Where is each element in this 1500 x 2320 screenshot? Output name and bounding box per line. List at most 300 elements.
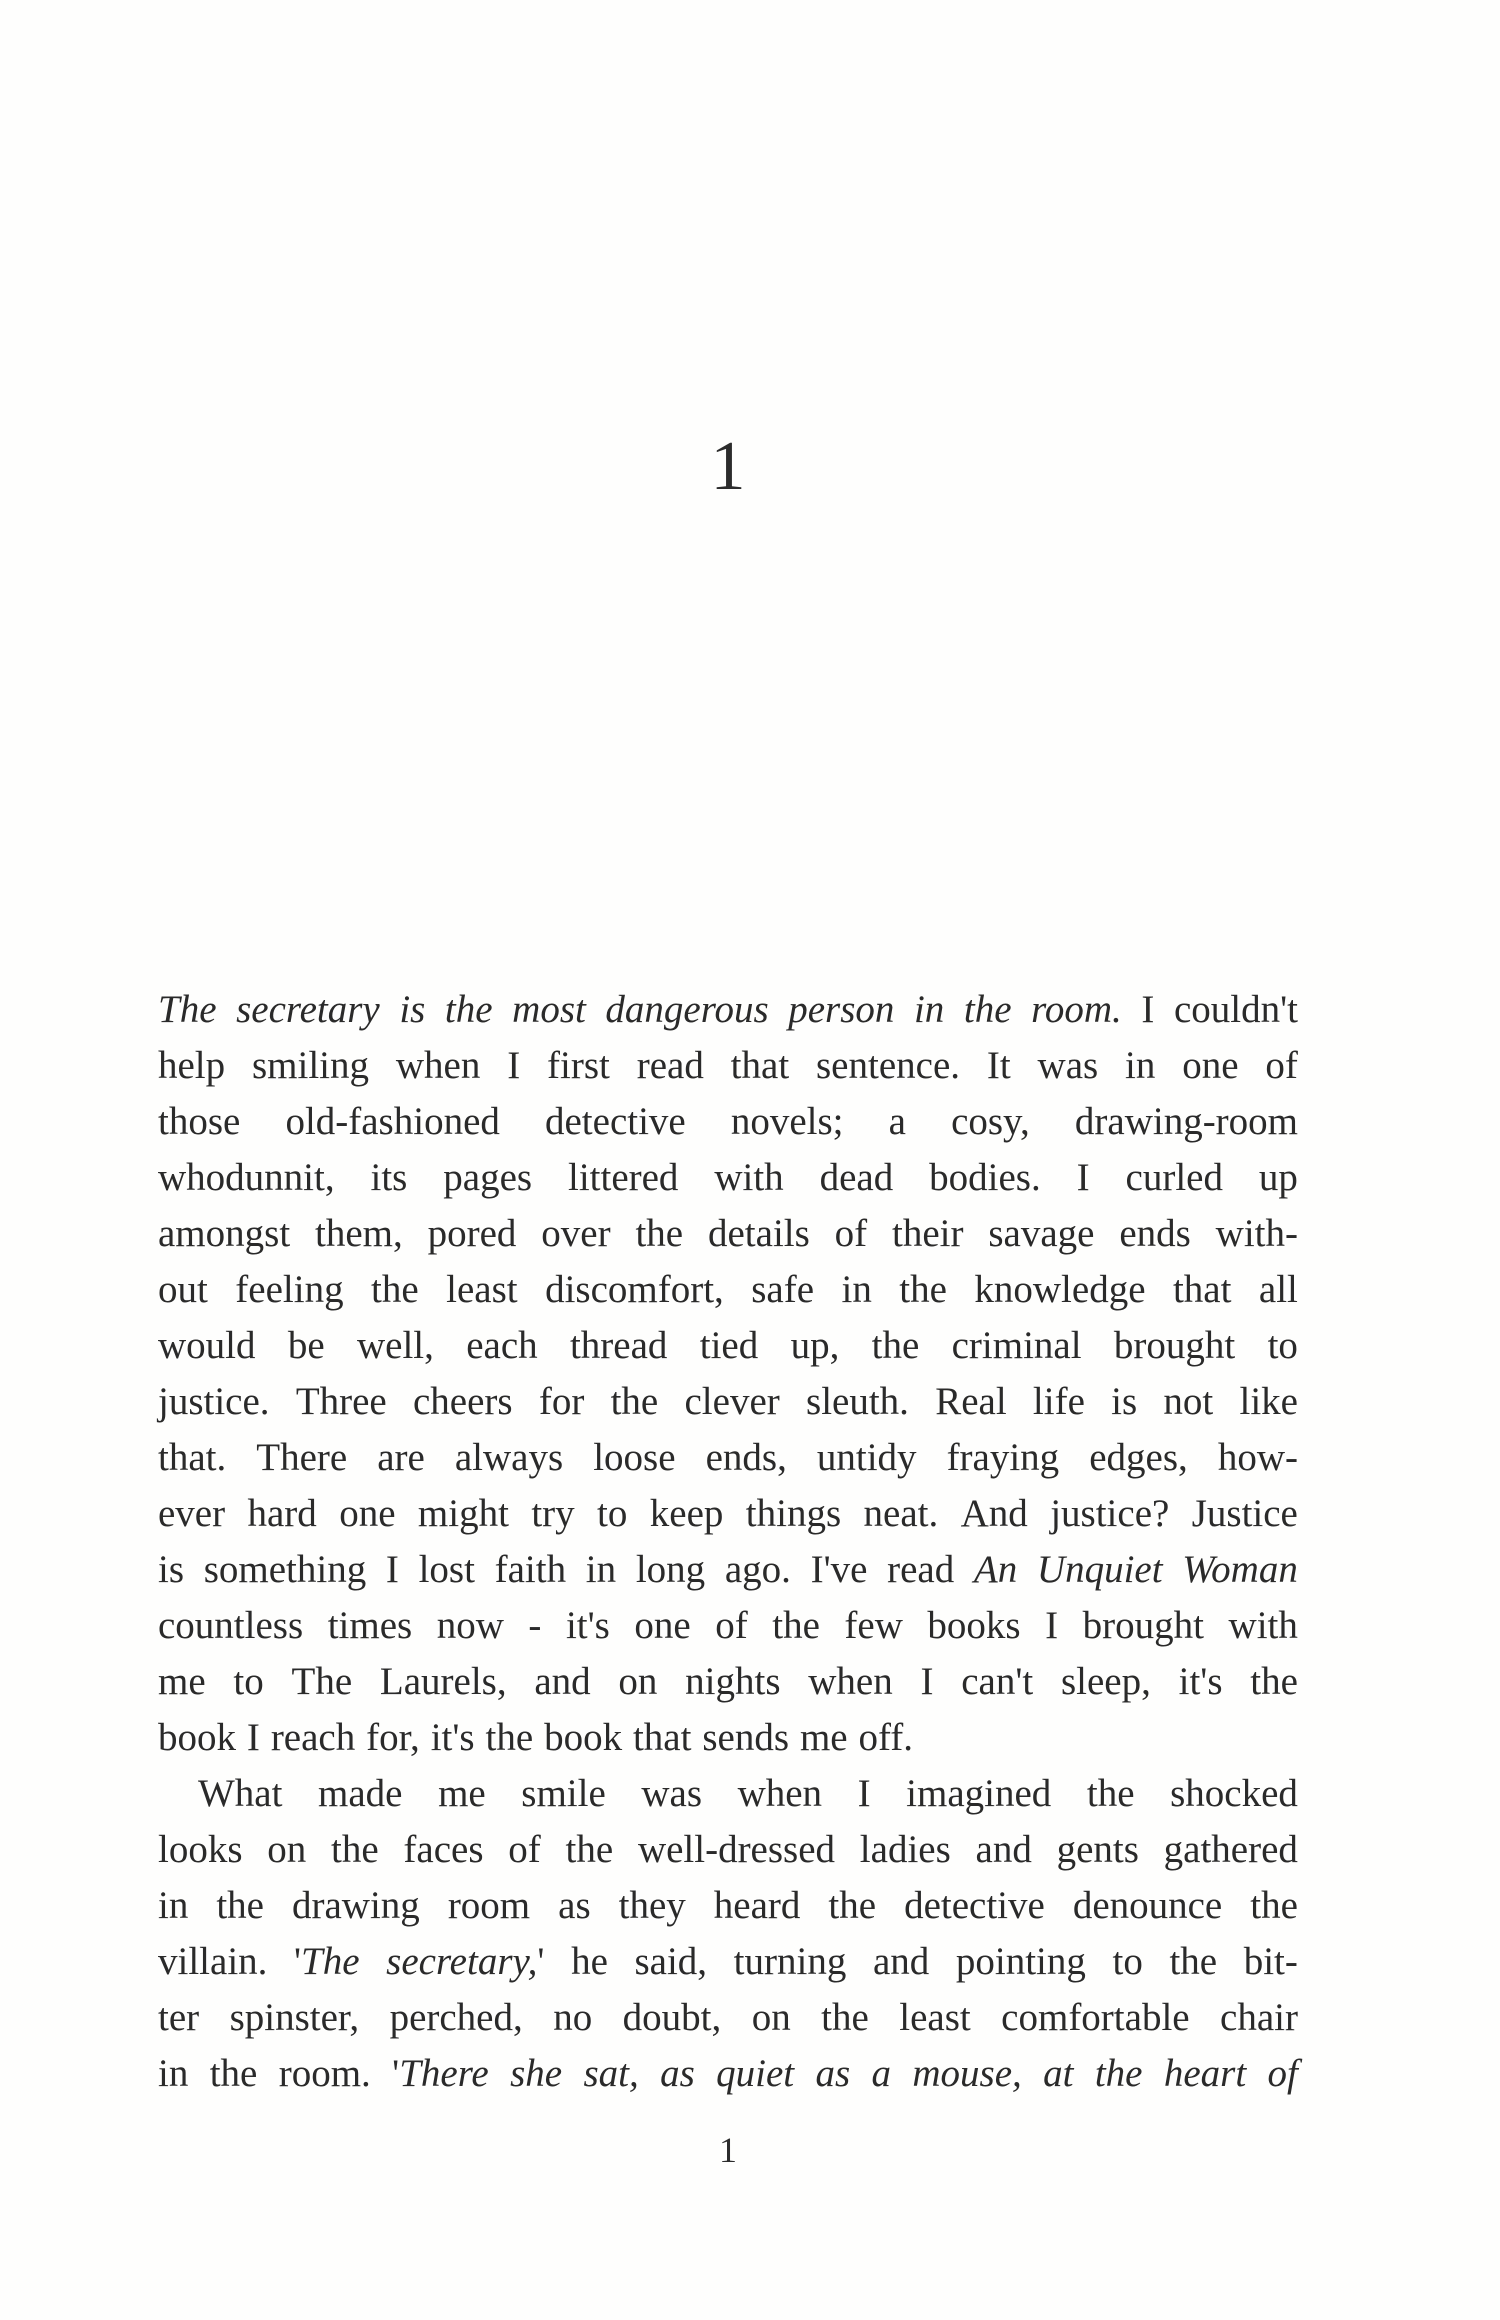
text-word [315, 1206, 403, 1262]
text-word [1164, 1822, 1298, 1878]
text-word [247, 1710, 260, 1766]
roman-text: is [158, 1548, 185, 1591]
roman-text: looks [158, 1828, 243, 1871]
roman-text: I [1045, 1604, 1059, 1647]
roman-text: their [892, 1212, 964, 1255]
text-word [438, 1766, 486, 1822]
roman-text: can't [961, 1660, 1034, 1703]
roman-text: detective [545, 1100, 686, 1143]
text-word [507, 1038, 520, 1094]
text-word [636, 1542, 705, 1598]
text-word [700, 1318, 758, 1374]
roman-text: that [1172, 1268, 1232, 1311]
italic-text: as [815, 2052, 851, 2095]
text-word [906, 1766, 1051, 1822]
text-word [158, 2046, 188, 2102]
roman-text: clever [684, 1380, 780, 1423]
roman-text: out [158, 1268, 208, 1311]
roman-text: keep [649, 1492, 724, 1535]
roman-text: bodies. [929, 1156, 1041, 1199]
text-word [914, 982, 944, 1038]
text-word [158, 1934, 267, 1990]
text-word [158, 1094, 240, 1150]
roman-text: knowledge [974, 1268, 1146, 1311]
body-text [158, 982, 1298, 2102]
text-word [887, 1542, 954, 1598]
roman-text: ever [158, 1492, 226, 1535]
roman-text: me [158, 1660, 206, 1703]
text-word [844, 1598, 902, 1654]
text-line [158, 1374, 1298, 1430]
text-word [1216, 1206, 1298, 1262]
text-word [371, 1150, 408, 1206]
roman-text: cosy, [951, 1100, 1030, 1143]
roman-text: the [871, 1324, 920, 1367]
text-word [1174, 982, 1298, 1038]
roman-text: heard [713, 1884, 801, 1927]
text-word [331, 1822, 379, 1878]
roman-text: would [158, 1324, 256, 1367]
roman-text: are [377, 1436, 425, 1479]
text-line [158, 1598, 1298, 1654]
roman-text: pored [427, 1212, 517, 1255]
text-word [899, 1990, 970, 2046]
roman-text: savage [988, 1212, 1095, 1255]
text-word [634, 1598, 690, 1654]
roman-text: the [1086, 1772, 1135, 1815]
roman-text: I [1076, 1156, 1090, 1199]
text-word [752, 1990, 791, 2046]
text-word [510, 2046, 562, 2102]
text-word [210, 2046, 258, 2102]
roman-text: littered [567, 1156, 679, 1199]
text-word [859, 1710, 914, 1766]
text-word [821, 1990, 869, 2046]
roman-text: read [887, 1548, 955, 1591]
roman-text: nights [685, 1660, 781, 1703]
text-word [386, 1934, 544, 1990]
text-word [495, 1542, 566, 1598]
text-word [929, 1150, 1041, 1206]
text-word [858, 1766, 871, 1822]
text-word [158, 1262, 208, 1318]
text-word [553, 1990, 592, 2046]
roman-text: It [986, 1044, 1011, 1087]
text-word [1087, 1766, 1135, 1822]
roman-text: Justice [1191, 1492, 1298, 1535]
roman-text: as [558, 1884, 591, 1927]
roman-text: loose [593, 1436, 676, 1479]
roman-text: off. [858, 1716, 914, 1759]
roman-text: is [1111, 1380, 1138, 1423]
text-word [158, 1598, 303, 1654]
text-word [419, 1542, 475, 1598]
text-word [1141, 982, 1154, 1038]
text-word [399, 982, 425, 1038]
text-line [158, 1262, 1298, 1318]
roman-text: made [318, 1772, 403, 1815]
roman-text: was [1037, 1044, 1099, 1087]
roman-text: the [331, 1828, 379, 1871]
roman-text: up [1258, 1156, 1298, 1199]
roman-text: first [547, 1044, 610, 1087]
roman-text: he [571, 1940, 608, 1983]
text-word [619, 1878, 686, 1934]
text-word [292, 1878, 420, 1934]
text-word [586, 1542, 616, 1598]
roman-text: comfortable [1001, 1996, 1190, 2039]
roman-text: denounce [1072, 1884, 1223, 1927]
text-word [566, 1822, 614, 1878]
roman-text: long [635, 1548, 706, 1591]
roman-text: ends [1119, 1212, 1191, 1255]
roman-text: the [1250, 1884, 1298, 1927]
text-line [158, 1542, 1298, 1598]
text-word [521, 1766, 606, 1822]
text-word [817, 1430, 917, 1486]
italic-text: secretary, [386, 1940, 538, 1983]
text-word [158, 1486, 225, 1542]
text-word [566, 1598, 610, 1654]
text-line [158, 982, 1298, 1038]
roman-text: ' [537, 1940, 545, 1983]
italic-text: The [301, 1940, 360, 1983]
text-word [285, 1094, 499, 1150]
text-word [956, 1934, 1086, 1990]
roman-text: least [899, 1996, 971, 2039]
text-word [204, 1542, 367, 1598]
text-word [1001, 1990, 1189, 2046]
chapter-number: 1 [710, 428, 746, 505]
text-word [271, 1710, 355, 1766]
italic-text: of [1267, 2052, 1298, 2095]
roman-text: for, [366, 1716, 420, 1759]
roman-text: - [528, 1604, 542, 1647]
roman-text: the [485, 1716, 534, 1759]
text-word [1250, 1878, 1298, 1934]
text-word [357, 1318, 434, 1374]
text-word [635, 1206, 683, 1262]
roman-text: detective [904, 1884, 1045, 1927]
text-word [605, 982, 768, 1038]
roman-text: novels; [730, 1100, 844, 1143]
roman-text: when [395, 1044, 481, 1087]
text-word [1170, 1766, 1298, 1822]
roman-text: and [975, 1828, 1032, 1871]
roman-text: ends, [705, 1436, 787, 1479]
text-word [288, 1318, 325, 1374]
italic-text: heart [1163, 2052, 1247, 2095]
roman-text: that. [158, 1436, 227, 1479]
text-word [445, 982, 493, 1038]
text-word [618, 1654, 657, 1710]
text-word [650, 1486, 724, 1542]
text-word [216, 1878, 264, 1934]
text-word [1163, 1374, 1213, 1430]
text-word [685, 1374, 780, 1430]
text-word [448, 1878, 530, 1934]
roman-text: faces [403, 1828, 484, 1871]
roman-text: up, [790, 1324, 840, 1367]
text-word [547, 1038, 610, 1094]
roman-text: villain. [158, 1940, 268, 1983]
roman-text: Laurels, [379, 1660, 507, 1703]
text-word [788, 982, 894, 1038]
roman-text: gathered [1163, 1828, 1298, 1871]
roman-text: the [1250, 1660, 1298, 1703]
roman-text: room [447, 1884, 531, 1927]
roman-text: discomfort, [545, 1268, 724, 1311]
text-word [921, 1654, 934, 1710]
text-word [1061, 1654, 1151, 1710]
roman-text: ' [294, 1940, 302, 1983]
text-word [800, 1710, 848, 1766]
text-word [418, 1486, 509, 1542]
text-word [158, 1038, 225, 1094]
text-line [158, 1654, 1298, 1710]
roman-text: justice? [1050, 1492, 1170, 1535]
text-word [558, 1878, 591, 1934]
text-word [633, 1710, 691, 1766]
roman-text: like [1239, 1380, 1298, 1423]
text-line [158, 1766, 1298, 1822]
roman-text: untidy [816, 1436, 917, 1479]
text-line [158, 1038, 1298, 1094]
text-word [158, 1990, 199, 2046]
roman-text: brought [1113, 1324, 1236, 1367]
text-word [927, 1598, 1020, 1654]
text-word [961, 1654, 1033, 1710]
italic-text: An [973, 1548, 1018, 1591]
text-word [1259, 1262, 1298, 1318]
text-word [256, 1430, 347, 1486]
roman-text: was [641, 1772, 702, 1815]
roman-text: smiling [252, 1044, 370, 1087]
text-word [660, 2046, 695, 2102]
roman-text: life [1032, 1380, 1085, 1423]
text-word [597, 1486, 627, 1542]
roman-text: faith [494, 1548, 567, 1591]
text-word [1244, 1934, 1298, 1990]
italic-text: most [512, 988, 586, 1031]
text-word [1125, 1038, 1155, 1094]
text-word [508, 1822, 541, 1878]
text-word [158, 1822, 243, 1878]
italic-text: Woman [1182, 1548, 1298, 1591]
text-word [403, 1822, 483, 1878]
roman-text: What [198, 1772, 283, 1815]
roman-text: I [507, 1044, 521, 1087]
text-word [835, 1206, 868, 1262]
text-word [248, 1486, 317, 1542]
text-word [583, 2046, 638, 2102]
italic-text: a [871, 2052, 892, 2095]
roman-text: to [233, 1660, 264, 1703]
text-word [806, 1374, 909, 1430]
italic-text: the [963, 988, 1012, 1031]
roman-text: turning [733, 1940, 847, 1983]
text-word [539, 1374, 584, 1430]
roman-text: ter [158, 1996, 200, 2039]
roman-text: in [841, 1268, 872, 1311]
text-word [1043, 2046, 1073, 2102]
roman-text: Real [935, 1380, 1007, 1423]
roman-text: when [808, 1660, 893, 1703]
text-word [811, 1542, 868, 1598]
roman-text: ' [392, 2052, 400, 2095]
text-word [1164, 2046, 1246, 2102]
text-word [198, 1766, 282, 1822]
roman-text: sleuth. [806, 1380, 909, 1423]
text-word [725, 1542, 791, 1598]
text-word [377, 1430, 425, 1486]
roman-text: There [256, 1436, 348, 1479]
text-word [1073, 1878, 1222, 1934]
roman-text: I've [810, 1548, 868, 1591]
text-word [593, 1430, 675, 1486]
roman-text: be [287, 1324, 325, 1367]
text-word [976, 1822, 1032, 1878]
text-word [1037, 1542, 1163, 1598]
roman-text: on [267, 1828, 307, 1871]
italic-text: the [444, 988, 493, 1031]
roman-text: no [553, 1996, 593, 2039]
roman-text: with [1228, 1604, 1298, 1647]
text-word [531, 1486, 574, 1542]
roman-text: sentence. [816, 1044, 961, 1087]
roman-text: dead [819, 1156, 894, 1199]
roman-text: old-fashioned [285, 1100, 500, 1143]
text-word [974, 1542, 1017, 1598]
text-word [158, 1150, 335, 1206]
text-word [714, 1878, 801, 1934]
text-word [570, 1318, 667, 1374]
italic-text: quiet [716, 2052, 795, 2095]
roman-text: hard [247, 1492, 317, 1535]
text-word [1057, 1822, 1139, 1878]
text-word [1179, 1654, 1223, 1710]
text-word [1182, 1038, 1238, 1094]
roman-text: one [1182, 1044, 1239, 1087]
text-word [545, 1094, 686, 1150]
text-word [568, 1150, 678, 1206]
roman-text: couldn't [1173, 988, 1298, 1031]
text-word [1169, 1934, 1217, 1990]
text-word [988, 1206, 1094, 1262]
text-word [702, 1710, 789, 1766]
text-word [947, 1430, 1060, 1486]
roman-text: try [531, 1492, 575, 1535]
text-word [428, 1206, 517, 1262]
roman-text: read [636, 1044, 704, 1087]
roman-text: perched, [389, 1996, 523, 2039]
roman-text: for [538, 1380, 585, 1423]
roman-text: times [327, 1604, 413, 1647]
text-word [1083, 1598, 1204, 1654]
text-word [634, 1934, 707, 1990]
roman-text: with [714, 1156, 784, 1199]
roman-text: imagined [906, 1772, 1052, 1815]
text-word [889, 1094, 906, 1150]
roman-text: the [821, 1996, 869, 2039]
text-word [872, 1318, 920, 1374]
text-word [545, 1262, 724, 1318]
roman-text: me [438, 1772, 486, 1815]
text-word [158, 1878, 188, 1934]
text-word [371, 1262, 419, 1318]
text-word [623, 1990, 722, 2046]
roman-text: I [385, 1548, 399, 1591]
text-word [815, 2046, 850, 2102]
text-word [380, 1654, 507, 1710]
italic-text: The [158, 988, 217, 1031]
text-line [158, 1094, 1298, 1150]
text-word [685, 1654, 780, 1710]
roman-text: reach [270, 1716, 356, 1759]
text-word [158, 1430, 226, 1486]
text-word [1126, 1150, 1223, 1206]
roman-text: of [1265, 1044, 1298, 1087]
roman-text: tied [699, 1324, 759, 1367]
text-word [731, 1094, 844, 1150]
roman-text: they [618, 1884, 686, 1927]
roman-text: pointing [955, 1940, 1086, 1983]
roman-text: I [1141, 988, 1155, 1031]
text-word [294, 1934, 360, 1990]
italic-text: room. [1031, 988, 1122, 1031]
roman-text: the [565, 1828, 614, 1871]
roman-text: of [834, 1212, 868, 1255]
text-word [279, 2046, 371, 2102]
text-word [230, 1990, 360, 2046]
roman-text: how- [1217, 1436, 1298, 1479]
text-word [1050, 1486, 1169, 1542]
roman-text: drawing-room [1074, 1100, 1298, 1143]
text-line [158, 1990, 1298, 2046]
roman-text: now [436, 1604, 504, 1647]
roman-text: few [844, 1604, 903, 1647]
text-word [714, 1150, 783, 1206]
roman-text: the [772, 1604, 820, 1647]
text-word [731, 1038, 789, 1094]
text-word [1218, 1430, 1298, 1486]
text-word [715, 1598, 748, 1654]
text-word [716, 2046, 794, 2102]
text-word [892, 1206, 963, 1262]
text-word [571, 1934, 608, 1990]
roman-text: each [466, 1324, 538, 1367]
roman-text: it's [565, 1604, 610, 1647]
text-word [1113, 1934, 1143, 1990]
text-word [961, 1486, 1028, 1542]
italic-text: dangerous [605, 988, 769, 1031]
text-word [528, 1598, 541, 1654]
text-word [1268, 2046, 1298, 2102]
text-word [318, 1766, 402, 1822]
roman-text: the [209, 2052, 258, 2095]
roman-text: one [634, 1604, 691, 1647]
roman-text: a [888, 1100, 906, 1143]
italic-text: mouse, [912, 2052, 1022, 2095]
roman-text: that [730, 1044, 790, 1087]
text-word [1111, 1374, 1137, 1430]
text-word [706, 1430, 787, 1486]
text-word [392, 2046, 489, 2102]
text-word [1265, 1038, 1298, 1094]
text-line [158, 1206, 1298, 1262]
roman-text: bit- [1243, 1940, 1298, 1983]
text-word [413, 1374, 513, 1430]
